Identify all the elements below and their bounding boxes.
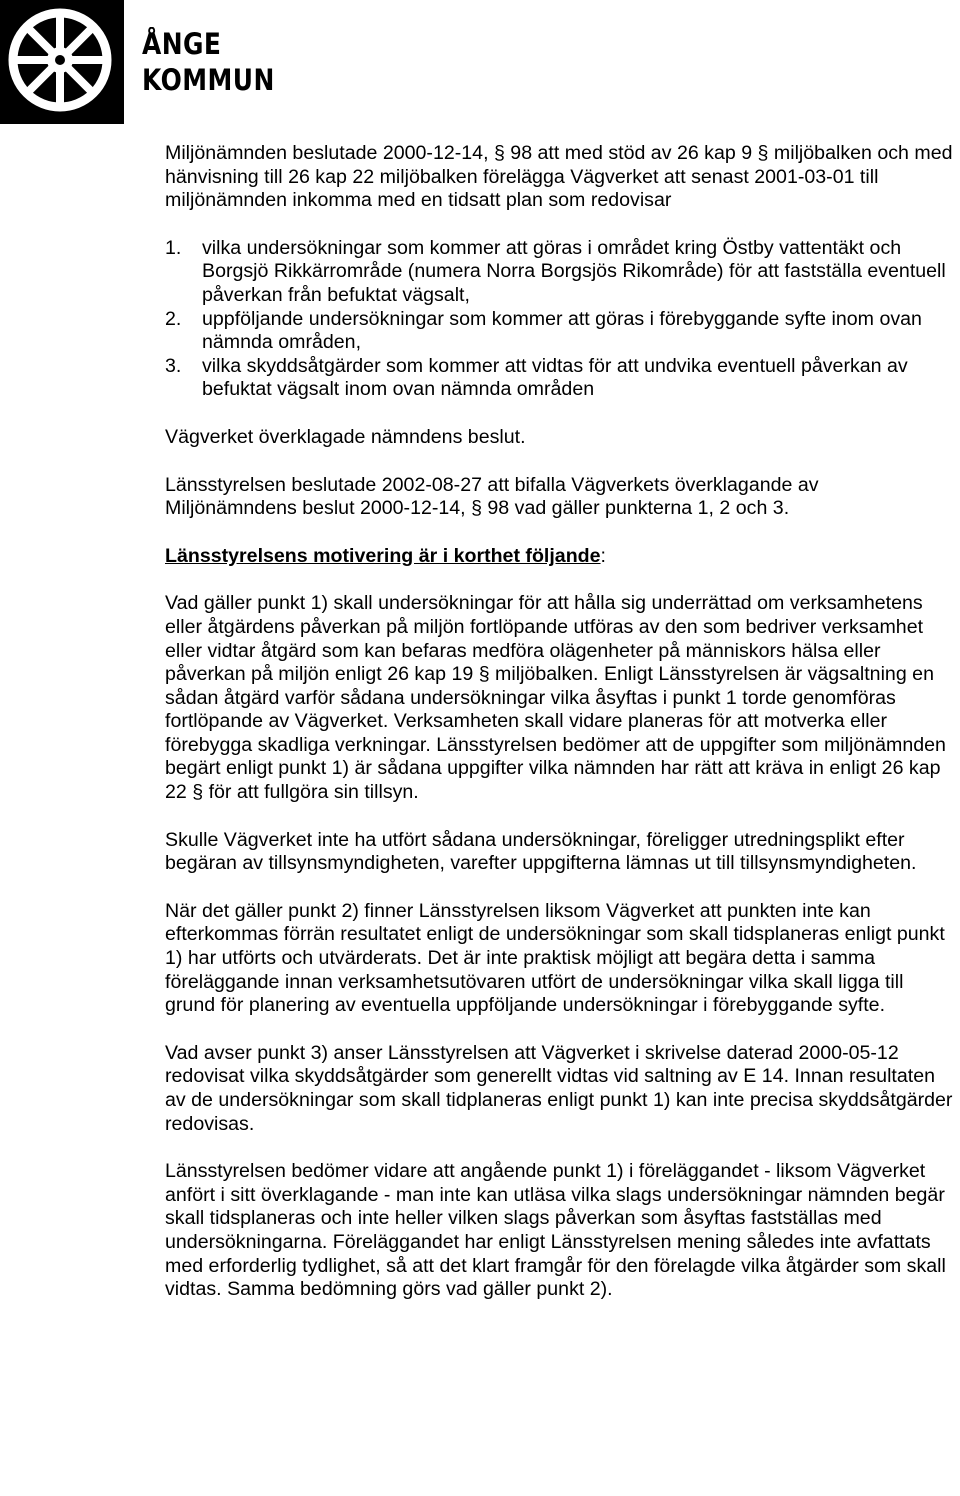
brand-line-1: ÅNGE [142, 27, 222, 61]
list-item-number: 1. [165, 236, 182, 259]
section-heading [165, 545, 955, 569]
document-body [165, 142, 955, 1302]
county-decision-paragraph: Länsstyrelsen beslutade 2002-08-27 att bifalla Vägverkets överklagande av Miljönämndens beslut 2000-12-14, § 98 vad gäller punkterna 1, 2 och 3. [165, 473, 819, 520]
section-heading-colon: : [600, 544, 606, 567]
section-heading-text: Länsstyrelsens motivering är i korthet följande [165, 544, 601, 567]
list-item [165, 237, 955, 308]
body-paragraph: Vad gäller punkt 1) skall undersökningar för att hålla sig underrättad om verksamhetens eller åtgärdens påverkan på miljön fortlöpande utföras av den som bedriver verksamhet eller vidtar åtgärd som kan befaras medföra olägenheter på människors hälsa eller påverkan på miljön enligt 26 kap 19 § miljöbalken. Enligt Länsstyrelsen är vägsaltning en sådan åtgärd varför sådana undersökningar vilka åsyftas i punkt 1 torde genomföras fortlöpande av Vägverket. Verksamheten skall vidare planeras för att motverka eller förebygga skadliga verkningar. Länsstyrelsen bedömer att de uppgifter som miljönämnden begärt enligt punkt 1) är sådana uppgifter vilka nämnden har rätt att kräva in enligt 26 kap 22 § för att fullgöra sin tillsyn. [165, 592, 946, 804]
brand-line-2: KOMMUN [142, 63, 275, 97]
list-item-number: 2. [165, 307, 182, 330]
body-paragraph: Länsstyrelsen bedömer vidare att angående punkt 1) i föreläggandet - liksom Vägverket anfört i sitt överklagande - man inte kan utläsa vilka slags undersökningar nämnden begär skall tidsplaneras och inte heller vilken slags påverkan som åsyftas fastställas med undersökningarna. Föreläggandet har enligt Länsstyrelsen mening således inte avfattats med erforderlig tydlighet, så att det klart framgår för den förelagde vilka åtgärder som skall vidtas. Samma bedömning görs vad gäller punkt 2). [165, 1160, 946, 1301]
list-item-text: vilka undersökningar som kommer att göras i området kring Östby vattentäkt och Borgsjö Rikkärrområde (numera Norra Borgsjös Rikområde) för att fastställa eventuell påverkan från befuktat vägsalt, [202, 236, 946, 306]
intro-paragraph: Miljönämnden beslutade 2000-12-14, § 98 att med stöd av 26 kap 9 § miljöbalken och med hänvisning till 26 kap 22 miljöbalken förelägga Vägverket att senast 2001-03-01 till miljönämnden inkomma med en tidsatt plan som redovisar [165, 142, 953, 212]
list-item [165, 308, 955, 355]
list-item [165, 355, 955, 402]
list-item-text: uppföljande undersökningar som kommer att göras i förebyggande syfte inom ovan nämnda områden, [202, 307, 922, 354]
body-paragraph: När det gäller punkt 2) finner Länsstyrelsen liksom Vägverket att punkten inte kan efterkommas förrän resultatet enligt de undersökningar som skall tidsplaneras enligt punkt 1) har utförts och utvärderats. Det är inte praktisk möjligt att begära detta i samma föreläggande innan verksamhetsutövaren utfört de undersökningar vilka skall ligga till grund för planering av eventuella uppföljande undersökningar i förebyggande syfte. [165, 899, 945, 1017]
requirement-list [165, 237, 955, 402]
municipality-name [142, 26, 275, 98]
body-paragraph: Skulle Vägverket inte ha utfört sådana undersökningar, föreligger utredningsplikt efter begäran av tillsynsmyndigheten, varefter uppgifterna lämnas ut till tillsynsmyndigheten. [165, 828, 917, 875]
body-paragraph: Vad avser punkt 3) anser Länsstyrelsen att Vägverket i skrivelse daterad 2000-05-12 redovisat vilka skyddsåtgärder som generellt vidtas vid saltning av E 14. Innan resultaten av de undersökningar som skall tidplaneras enligt punkt 1) kan inte precisa skyddsåtgärder redovisas. [165, 1041, 953, 1135]
appeal-paragraph: Vägverket överklagade nämndens beslut. [165, 425, 526, 448]
list-item-text: vilka skyddsåtgärder som kommer att vidtas för att undvika eventuell påverkan av befuktat vägsalt inom ovan nämnda områden [202, 354, 908, 401]
wheel-icon [0, 0, 124, 124]
list-item-number: 3. [165, 354, 182, 377]
municipality-logo [0, 0, 124, 124]
